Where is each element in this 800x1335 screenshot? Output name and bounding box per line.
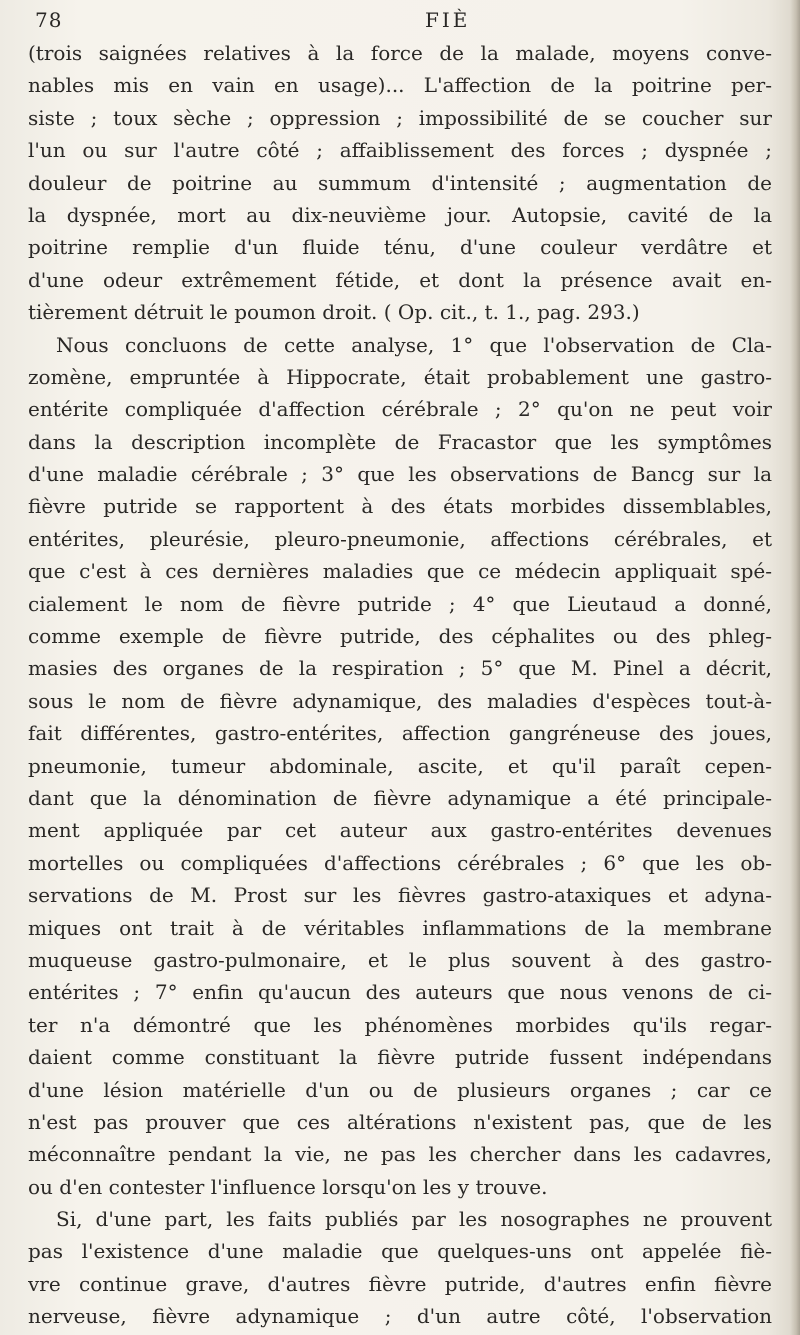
text-line: douleur de poitrine au summum d'intensité ; augmentation de xyxy=(28,170,772,195)
text-line: servations de M. Prost sur les fièvres gastro-ataxiques et adyna- xyxy=(28,883,772,908)
text-line: fait différentes, gastro-entérites, affection gangréneuse des joues, xyxy=(28,721,772,746)
text-line: sous le nom de fièvre adynamique, des maladies d'espèces tout-à- xyxy=(28,688,772,713)
text-line: ou d'en contester l'influence lorsqu'on les y trouve. xyxy=(28,1174,548,1199)
text-line: nerveuse, fièvre adynamique ; d'un autre côté, l'observation xyxy=(28,1304,772,1329)
text-line: entérite compliquée d'affection cérébrale ; 2° qu'on ne peut voir xyxy=(28,397,772,422)
text-line: ment appliquée par cet auteur aux gastro-entérites devenues xyxy=(28,818,772,843)
text-line: entérites ; 7° enfin qu'aucun des auteurs que nous venons de ci- xyxy=(28,980,772,1005)
text-line: ter n'a démontré que les phénomènes morbides qu'ils regar- xyxy=(28,1012,772,1037)
text-line: méconnaître pendant la vie, ne pas les chercher dans les cadavres, xyxy=(28,1142,772,1167)
text-line: nables mis en vain en usage)... L'affection de la poitrine per- xyxy=(28,73,772,98)
text-line: muqueuse gastro-pulmonaire, et le plus souvent à des gastro- xyxy=(28,947,772,972)
text-line: Si, d'une part, les faits publiés par les nosographes ne prouvent xyxy=(56,1207,772,1232)
text-line: fièvre putride se rapportent à des états morbides dissemblables, xyxy=(28,494,772,519)
text-line: (trois saignées relatives à la force de la malade, moyens conve- xyxy=(28,41,772,65)
text-line: siste ; toux sèche ; oppression ; impossibilité de se coucher sur xyxy=(28,105,772,130)
text-line: dant que la dénomination de fièvre adynamique a été principale- xyxy=(28,785,772,810)
text-line: poitrine remplie d'un fluide ténu, d'une couleur verdâtre et xyxy=(28,235,772,260)
text-line: vre continue grave, d'autres fièvre putride, d'autres enfin fièvre xyxy=(28,1271,772,1296)
page-edge-shadow xyxy=(790,0,800,1335)
page-number: 78 xyxy=(35,8,63,32)
running-head: FIÈ xyxy=(425,8,471,32)
text-line: d'une odeur extrêmement fétide, et dont la présence avait en- xyxy=(28,267,772,292)
text-line: pas l'existence d'une maladie que quelques-uns ont appelée fiè- xyxy=(28,1239,772,1264)
text-line: Nous concluons de cette analyse, 1° que l'observation de Cla- xyxy=(56,332,772,357)
text-line: tièrement détruit le poumon droit. ( Op. cit., t. 1., pag. 293.) xyxy=(28,300,640,325)
text-line: la dyspnée, mort au dix-neuvième jour. Autopsie, cavité de la xyxy=(28,202,772,227)
text-line: pneumonie, tumeur abdominale, ascite, et qu'il paraît cepen- xyxy=(28,753,772,778)
text-line: cialement le nom de fièvre putride ; 4° que Lieutaud a donné, xyxy=(28,591,772,616)
text-line: n'est pas prouver que ces altérations n'existent pas, que de les xyxy=(28,1109,772,1134)
text-line: d'une maladie cérébrale ; 3° que les observations de Bancg sur la xyxy=(28,462,772,487)
text-line: entérites, pleurésie, pleuro-pneumonie, affections cérébrales, et xyxy=(28,526,772,551)
text-line: masies des organes de la respiration ; 5° que M. Pinel a décrit, xyxy=(28,656,772,681)
text-line: daient comme constituant la fièvre putride fussent indépendans xyxy=(28,1045,772,1070)
text-line: l'un ou sur l'autre côté ; affaiblissement des forces ; dyspnée ; xyxy=(28,138,772,163)
text-line: dans la description incomplète de Fracastor que les symptômes xyxy=(28,429,772,454)
text-line: que c'est à ces dernières maladies que ce médecin appliquait spé- xyxy=(28,559,772,584)
text-line: d'une lésion matérielle d'un ou de plusieurs organes ; car ce xyxy=(28,1077,772,1102)
text-line: mortelles ou compliquées d'affections cérébrales ; 6° que les ob- xyxy=(28,850,772,875)
text-line: zomène, empruntée à Hippocrate, était probablement une gastro- xyxy=(28,364,772,389)
page-header xyxy=(35,8,780,38)
text-line: miques ont trait à de véritables inflammations de la membrane xyxy=(28,915,772,940)
text-line: comme exemple de fièvre putride, des céphalites ou des phleg- xyxy=(28,624,772,649)
blank-bottom-margin xyxy=(0,1080,790,1335)
